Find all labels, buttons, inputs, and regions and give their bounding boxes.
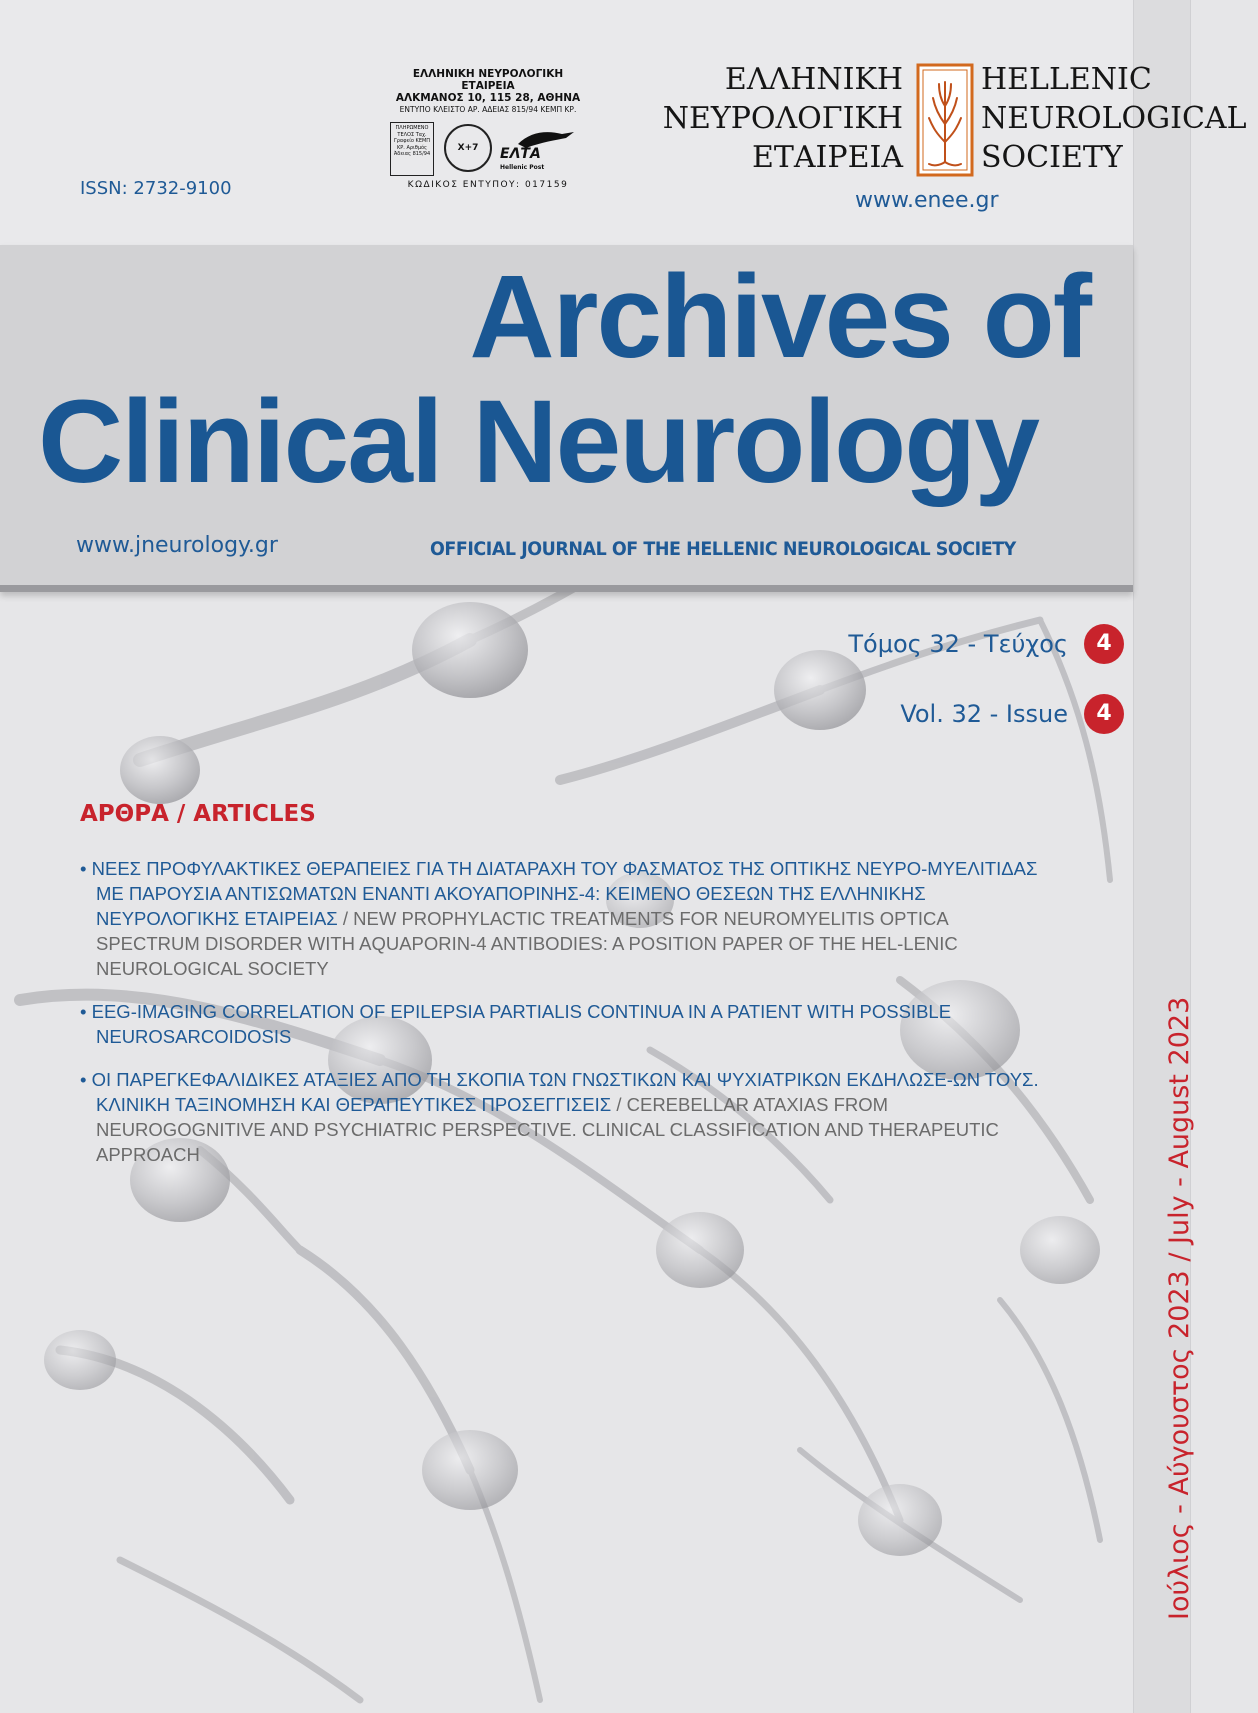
article-title-primary: ΟΙ ΠΑΡΕΓΚΕΦΑΛΙΔΙΚΕΣ ΑΤΑΞΙΕΣ ΑΠΟ ΤΗ ΣΚΟΠΙΑ ΤΩΝ ΓΝΩΣΤΙΚΩΝ ΚΑΙ ΨΥΧΙΑΤΡΙΚΩΝ ΕΚΔΗΛΩΣΕ-ΩΝ ΤΟΥΣ. ΚΛΙΝΙΚΗ ΤΑΞΙΝΟΜΗΣΗ ΚΑΙ ΘΕΡΑΠΕΥΤΙΚΕΣ ΠΡΟΣΕΓΓΙΣΕΙΣ [91,1069,1039,1115]
postal-society: ΕΛΛΗΝΙΚΗ ΝΕΥΡΟΛΟΓΙΚΗ ΕΤΑΙΡΕΙΑ [412,68,564,92]
article-title-secondary: / CEREBELLAR ATAXIAS FROM NEUROGOGNITIVE AND PSYCHIATRIC PERSPECTIVE. CLINICAL CLASSIFICATION AND THERAPEUTIC APPROACH [96,1094,999,1165]
elta-name: ΕΛΤΑ [500,146,541,162]
article-item: • ΝΕΕΣ ΠΡΟΦΥΛΑΚΤΙΚΕΣ ΘΕΡΑΠΕΙΕΣ ΓΙΑ ΤΗ ΔΙΑΤΑΡΑΧΗ ΤΟΥ ΦΑΣΜΑΤΟΣ ΤΗΣ ΟΠΤΙΚΗΣ ΝΕΥΡΟ-ΜΥΕΛΙΤΙΔΑΣ ΜΕ ΠΑΡΟΥΣΙΑ ΑΝΤΙΣΩΜΑΤΩΝ ΕΝΑΝΤΙ ΑΚΟΥΑΠΟΡΙΝΗΣ-4: ΚΕΙΜΕΝΟ ΘΕΣΕΩΝ ΤΗΣ ΕΛΛΗΝΙΚΗΣ ΝΕΥΡΟΛΟΓΙΚΗΣ ΕΤΑΙΡΕΙΑΣ / NEW PROPHYLACTIC TREATMENTS FOR NEUROMYELITIS OPTICA SPECTRUM DISORDER WITH AQUAPORIN-4 ANTIBODIES: A POSITION PAPER OF THE HEL-LENIC NEUROLOGICAL SOCIETY [80,858,1038,979]
society-name-greek [663,60,903,177]
society-logo-block [662,60,1247,213]
article-title-primary: ΝΕΕΣ ΠΡΟΦΥΛΑΚΤΙΚΕΣ ΘΕΡΑΠΕΙΕΣ ΓΙΑ ΤΗ ΔΙΑΤΑΡΑΧΗ ΤΟΥ ΦΑΣΜΑΤΟΣ ΤΗΣ ΟΠΤΙΚΗΣ ΝΕΥΡΟ-ΜΥΕΛΙΤΙΔΑΣ ΜΕ ΠΑΡΟΥΣΙΑ ΑΝΤΙΣΩΜΑΤΩΝ ΕΝΑΝΤΙ ΑΚΟΥΑΠΟΡΙΝΗΣ-4: ΚΕΙΜΕΝΟ ΘΕΣΕΩΝ ΤΗΣ ΕΛΛΗΝΙΚΗΣ ΝΕΥΡΟΛΟΓΙΚΗΣ ΕΤΑΙΡΕΙΑΣ [91,858,1038,929]
issue-date-vertical: Ιούλιος - Αύγουστος 2023 / July - August 2023 [1164,996,1195,1620]
volume-greek [848,624,1124,664]
issn: ISSN: 2732-9100 [80,178,232,199]
official-journal-caption: OFFICIAL JOURNAL OF THE HELLENIC NEUROLOGICAL SOCIETY [430,538,1016,560]
journal-title-line2: Clinical Neurology [38,376,1038,508]
society-english-line: NEUROLOGICAL [981,101,1247,136]
society-greek-line: ΝΕΥΡΟΛΟΓΙΚΗ [662,101,903,136]
society-name-english [981,60,1247,177]
journal-title-line1: Archives of [469,251,1090,383]
postal-code: ΚΩΔΙΚΟΣ ΕΝΤΥΠΟΥ: 017159 [407,180,569,190]
issue-number-badge: 4 [1084,624,1124,664]
elta-subtitle: Hellenic Post [500,164,545,171]
article-item: • EEG-IMAGING CORRELATION OF EPILEPSIA PARTIALIS CONTINUA IN A PATIENT WITH POSSIBLE NEUROSARCOIDOSIS [80,1001,952,1047]
issue-number-badge: 4 [1084,694,1124,734]
articles-list [80,856,1040,1185]
press-post-stamp: X+7 [444,124,492,172]
society-greek-line: ΕΛΛΗΝΙΚΗ [724,62,903,97]
society-english-line: HELLENIC [981,62,1152,97]
society-greek-line: ΕΤΑΙΡΕΙΑ [751,140,903,175]
postage-paid-stamp: ΠΛΗΡΩΜΕΝΟ ΤΕΛΟΣ Ταχ. Γραφείο ΚΕΜΠ ΚΡ. Αριθμός Άδειας 815/94 [390,122,434,176]
elta-logo [500,128,580,174]
volume-english [900,694,1124,734]
journal-website: www.jneurology.gr [76,533,278,558]
society-website: www.enee.gr [855,188,999,213]
volume-english-label: Vol. 32 - Issue [900,700,1068,728]
volume-greek-label: Τόμος 32 - Τεύχος [848,630,1068,658]
society-english-line: SOCIETY [981,140,1123,175]
articles-heading: ΑΡΘΡΑ / ARTICLES [80,801,316,827]
postal-permit: ΕΝΤΥΠΟ ΚΛΕΙΣΤΟ ΑΡ. ΑΔΕΙΑΣ 815/94 ΚΕΜΠ ΚΡ. [399,105,577,114]
postal-stamps [388,122,588,178]
article-item: • ΟΙ ΠΑΡΕΓΚΕΦΑΛΙΔΙΚΕΣ ΑΤΑΞΙΕΣ ΑΠΟ ΤΗ ΣΚΟΠΙΑ ΤΩΝ ΓΝΩΣΤΙΚΩΝ ΚΑΙ ΨΥΧΙΑΤΡΙΚΩΝ ΕΚΔΗΛΩΣΕ-ΩΝ ΤΟΥΣ. ΚΛΙΝΙΚΗ ΤΑΞΙΝΟΜΗΣΗ ΚΑΙ ΘΕΡΑΠΕΥΤΙΚΕΣ ΠΡΟΣΕΓΓΙΣΕΙΣ / CEREBELLAR ATAXIAS FROM NEUROGOGNITIVE AND PSYCHIATRIC PERSPECTIVE. CLINICAL CLASSIFICATION AND THERAPEUTIC APPROACH [80,1069,1039,1165]
postal-info [388,68,588,190]
postal-address: ΑΛΚΜΑΝΟΣ 10, 115 28, ΑΘΗΝΑ [395,92,581,104]
article-title-primary: EEG-IMAGING CORRELATION OF EPILEPSIA PARTIALIS CONTINUA IN A PATIENT WITH POSSIBLE NEUROSARCOIDOSIS [91,1001,952,1047]
title-band [0,245,1133,592]
society-tree-logo-icon [915,62,975,178]
article-title-secondary: / NEW PROPHYLACTIC TREATMENTS FOR NEUROMYELITIS OPTICA SPECTRUM DISORDER WITH AQUAPORIN-4 ANTIBODIES: A POSITION PAPER OF THE HEL-LENIC NEUROLOGICAL SOCIETY [96,908,958,979]
